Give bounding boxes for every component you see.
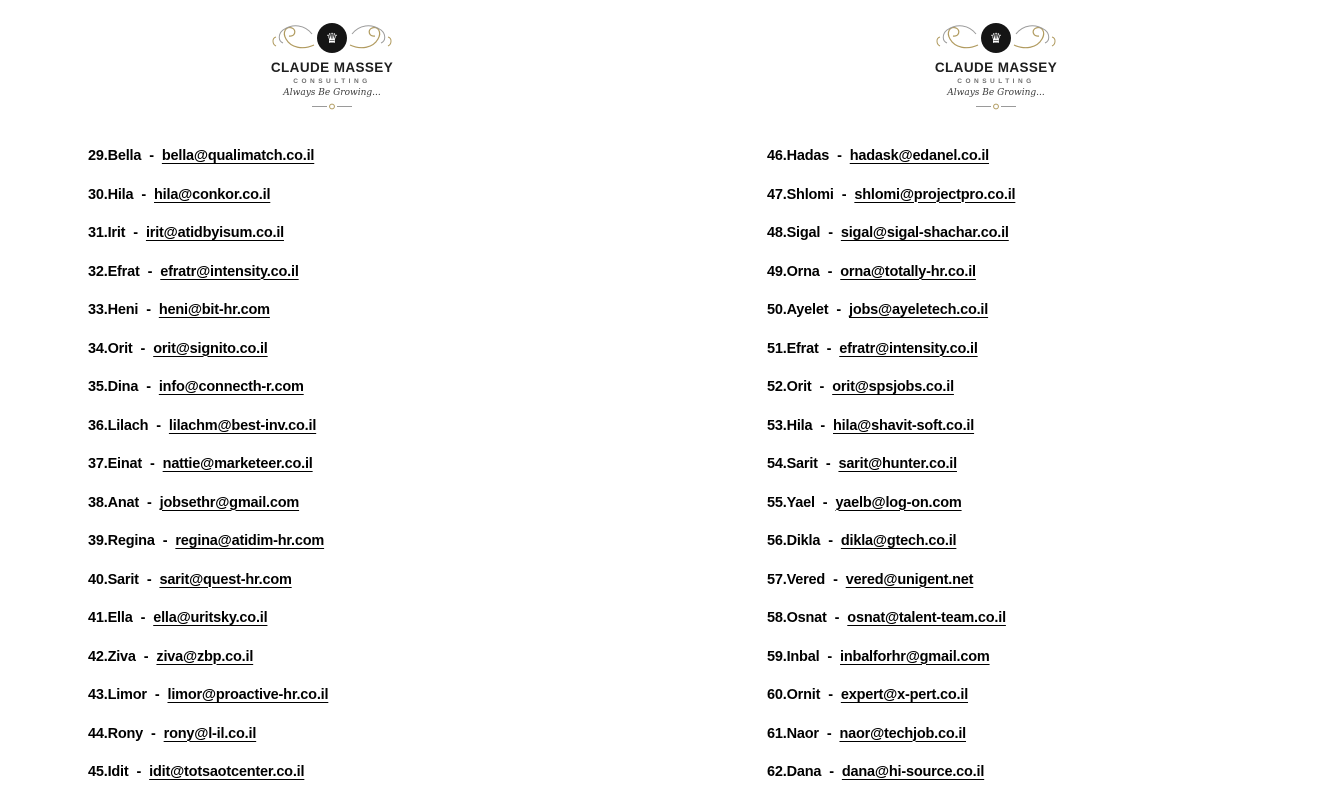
list-item	[88, 687, 328, 726]
contact-name: Dina	[107, 379, 139, 395]
email-link[interactable]: osnat@talent-team.co.il	[847, 610, 1006, 626]
page-right	[664, 0, 1328, 809]
contact-name: Hila	[107, 186, 134, 203]
list-item	[88, 649, 328, 688]
contact-name: Yael	[786, 494, 815, 511]
contact-number: 33.	[88, 302, 108, 318]
list-item	[88, 456, 328, 495]
logo-ornament-icon	[310, 102, 354, 111]
list-item	[767, 687, 1015, 726]
list-item	[88, 341, 328, 380]
separator: -	[841, 186, 847, 203]
contact-name: Ayelet	[786, 302, 829, 318]
list-item	[88, 418, 328, 457]
list-item	[767, 726, 1015, 765]
contact-number: 43.	[88, 687, 108, 703]
separator: -	[143, 648, 149, 665]
separator: -	[140, 610, 146, 626]
separator: -	[822, 494, 828, 511]
company-logo	[911, 18, 1081, 116]
contact-name: Inbal	[786, 648, 820, 665]
email-link[interactable]: bella@qualimatch.co.il	[161, 148, 315, 164]
list-item	[88, 379, 328, 418]
list-item	[767, 264, 1015, 303]
contact-number: 57.	[767, 571, 787, 588]
flourish-right-icon	[348, 22, 394, 54]
email-link[interactable]: hila@shavit-soft.co.il	[833, 417, 975, 434]
contact-name: Naor	[786, 725, 819, 742]
contact-name: Vered	[786, 571, 826, 588]
contact-name: Shlomi	[786, 186, 834, 203]
contact-number: 42.	[88, 648, 108, 665]
list-item	[767, 225, 1015, 264]
contact-name: Einat	[107, 456, 143, 472]
logo-subtitle: CONSULTING	[957, 78, 1035, 85]
email-link[interactable]: rony@l-il.co.il	[163, 725, 257, 742]
separator: -	[150, 456, 155, 472]
contact-name: Hila	[786, 417, 813, 434]
list-item	[88, 148, 328, 187]
contact-name: Orit	[786, 379, 812, 395]
email-link[interactable]: orna@totally-hr.co.il	[840, 263, 976, 280]
list-item	[88, 610, 328, 649]
contact-name: Orna	[786, 263, 820, 280]
email-link[interactable]: yaelb@log-on.com	[835, 494, 962, 511]
contact-number: 61.	[767, 725, 787, 742]
list-item	[767, 649, 1015, 688]
contact-number: 35.	[88, 379, 108, 395]
contact-number: 51.	[767, 340, 787, 357]
contact-number: 59.	[767, 648, 787, 665]
logo-brand-name: CLAUDE MASSEY	[270, 60, 394, 75]
contact-number: 49.	[767, 263, 787, 280]
email-link[interactable]: vered@unigent.net	[845, 571, 974, 588]
separator: -	[819, 379, 825, 395]
contact-name: Rony	[107, 725, 144, 742]
email-link[interactable]: nattie@marketeer.co.il	[162, 456, 313, 472]
separator: -	[837, 148, 842, 164]
separator: -	[162, 533, 168, 549]
list-item	[767, 533, 1015, 572]
email-link[interactable]: efratr@intensity.co.il	[160, 263, 299, 280]
separator: -	[154, 687, 160, 703]
logo-tagline: Always Be Growing...	[947, 88, 1045, 98]
flourish-left-icon	[270, 22, 316, 54]
list-item	[88, 726, 328, 765]
email-link[interactable]: sarit@quest-hr.com	[159, 571, 292, 588]
contact-number: 45.	[88, 764, 108, 780]
contact-list-right	[767, 148, 1015, 803]
contact-name: Ziva	[107, 648, 136, 665]
separator: -	[834, 610, 840, 626]
separator: -	[146, 379, 151, 395]
logo-emblem	[247, 18, 417, 58]
separator: -	[136, 764, 142, 780]
separator: -	[828, 687, 833, 703]
logo-ornament-icon	[974, 102, 1018, 111]
email-link[interactable]: orit@signito.co.il	[153, 340, 268, 357]
contact-name: Idit	[107, 764, 129, 780]
email-link[interactable]: sarit@hunter.co.il	[838, 456, 957, 472]
list-item	[88, 302, 328, 341]
email-link[interactable]: hila@conkor.co.il	[154, 186, 271, 203]
contact-name: Anat	[107, 494, 139, 511]
contact-number: 54.	[767, 456, 787, 472]
separator: -	[833, 571, 838, 588]
contact-number: 30.	[88, 186, 108, 203]
list-item	[767, 495, 1015, 534]
contact-number: 40.	[88, 571, 108, 588]
contact-name: Sarit	[107, 571, 139, 588]
separator: -	[146, 302, 151, 318]
contact-number: 39.	[88, 533, 108, 549]
flourish-right-icon	[1012, 22, 1058, 54]
list-item	[767, 418, 1015, 457]
contact-number: 56.	[767, 533, 787, 549]
separator: -	[827, 263, 833, 280]
list-item	[767, 187, 1015, 226]
list-item	[88, 533, 328, 572]
contact-number: 47.	[767, 186, 787, 203]
contact-name: Sarit	[786, 456, 818, 472]
email-link[interactable]: orit@spsjobs.co.il	[832, 379, 954, 395]
contact-name: Limor	[107, 687, 147, 703]
list-item	[767, 148, 1015, 187]
email-link[interactable]: info@connecth-r.com	[158, 379, 304, 395]
logo-emblem	[911, 18, 1081, 58]
separator: -	[825, 456, 831, 472]
list-item	[767, 379, 1015, 418]
contact-name: Heni	[107, 302, 139, 318]
separator: -	[146, 494, 152, 511]
contact-number: 53.	[767, 417, 787, 434]
separator: -	[826, 340, 832, 357]
separator: -	[828, 225, 833, 241]
contact-number: 31.	[88, 225, 108, 241]
contact-list-left	[88, 148, 328, 803]
email-link[interactable]: heni@bit-hr.com	[158, 302, 270, 318]
contact-number: 36.	[88, 417, 108, 434]
list-item	[767, 456, 1015, 495]
contact-name: Ella	[107, 610, 133, 626]
flourish-left-icon	[934, 22, 980, 54]
list-item	[88, 764, 328, 803]
separator: -	[141, 186, 146, 203]
email-link[interactable]: naor@techjob.co.il	[839, 725, 967, 742]
list-item	[88, 225, 328, 264]
company-logo	[247, 18, 417, 116]
list-item	[767, 610, 1015, 649]
separator: -	[140, 340, 146, 357]
contact-number: 50.	[767, 302, 787, 318]
contact-number: 44.	[88, 725, 108, 742]
contact-number: 62.	[767, 764, 787, 780]
email-link[interactable]: jobs@ayeletech.co.il	[849, 302, 989, 318]
email-link[interactable]: inbalforhr@gmail.com	[840, 648, 990, 665]
email-link[interactable]: efratr@intensity.co.il	[839, 340, 978, 357]
contact-name: Regina	[107, 533, 155, 549]
contact-number: 32.	[88, 263, 108, 280]
email-link[interactable]: jobsethr@gmail.com	[159, 494, 300, 511]
contact-number: 38.	[88, 494, 108, 511]
separator: -	[820, 417, 825, 434]
logo-subtitle: CONSULTING	[293, 78, 371, 85]
contact-name: Efrat	[107, 263, 140, 280]
list-item	[88, 187, 328, 226]
email-link[interactable]: sigal@sigal-shachar.co.il	[840, 225, 1009, 241]
separator: -	[133, 225, 138, 241]
crown-icon: ♛	[989, 30, 1003, 46]
list-item	[88, 572, 328, 611]
email-link[interactable]: limor@proactive-hr.co.il	[167, 687, 329, 703]
contact-name: Ornit	[786, 687, 821, 703]
logo-brand-name: CLAUDE MASSEY	[934, 60, 1058, 75]
contact-name: Osnat	[786, 610, 827, 626]
separator: -	[156, 417, 161, 434]
separator: -	[829, 764, 834, 780]
contact-number: 60.	[767, 687, 787, 703]
separator: -	[836, 302, 841, 318]
contact-name: Hadas	[786, 148, 830, 164]
contact-number: 34.	[88, 340, 108, 357]
contact-number: 55.	[767, 494, 787, 511]
logo-tagline: Always Be Growing...	[283, 88, 381, 98]
separator: -	[147, 263, 153, 280]
list-item	[767, 764, 1015, 803]
email-link[interactable]: ziva@zbp.co.il	[156, 648, 254, 665]
contact-number: 48.	[767, 225, 787, 241]
separator: -	[827, 648, 833, 665]
list-item	[767, 341, 1015, 380]
separator: -	[826, 725, 832, 742]
email-link[interactable]: ella@uritsky.co.il	[153, 610, 268, 626]
separator: -	[828, 533, 833, 549]
list-item	[767, 572, 1015, 611]
list-item	[88, 495, 328, 534]
email-link[interactable]: hadask@edanel.co.il	[849, 148, 990, 164]
contact-number: 58.	[767, 610, 787, 626]
email-link[interactable]: idit@totsaotcenter.co.il	[149, 764, 305, 780]
email-link[interactable]: dikla@gtech.co.il	[840, 533, 957, 549]
contact-number: 41.	[88, 610, 108, 626]
contact-number: 37.	[88, 456, 108, 472]
email-link[interactable]: expert@x-pert.co.il	[840, 687, 969, 703]
list-item	[88, 264, 328, 303]
contact-name: Orit	[107, 340, 133, 357]
separator: -	[151, 725, 156, 742]
separator: -	[149, 148, 154, 164]
contact-name: Irit	[107, 225, 126, 241]
contact-name: Dikla	[786, 533, 821, 549]
email-link[interactable]: shlomi@projectpro.co.il	[854, 186, 1016, 203]
contact-name: Bella	[107, 148, 142, 164]
contact-number: 29.	[88, 148, 108, 164]
contact-name: Sigal	[786, 225, 821, 241]
email-link[interactable]: irit@atidbyisum.co.il	[145, 225, 284, 241]
contact-name: Lilach	[107, 417, 149, 434]
separator: -	[146, 571, 152, 588]
email-link[interactable]: dana@hi-source.co.il	[841, 764, 985, 780]
email-link[interactable]: lilachm@best-inv.co.il	[168, 417, 317, 434]
contact-name: Dana	[786, 764, 822, 780]
logo-badge	[317, 23, 347, 53]
contact-name: Efrat	[786, 340, 819, 357]
crown-icon: ♛	[325, 30, 339, 46]
contact-number: 46.	[767, 148, 787, 164]
logo-badge	[981, 23, 1011, 53]
contact-number: 52.	[767, 379, 787, 395]
list-item	[767, 302, 1015, 341]
email-link[interactable]: regina@atidim-hr.com	[175, 533, 325, 549]
